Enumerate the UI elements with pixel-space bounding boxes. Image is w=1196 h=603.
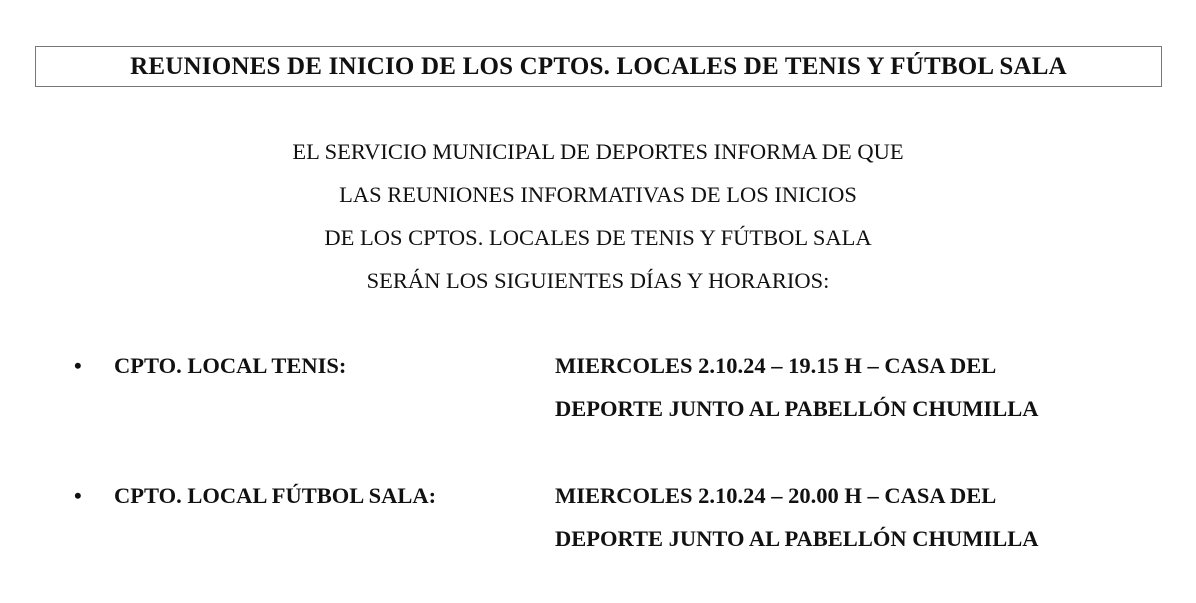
title-box [35,46,1162,87]
item-detail-line: DEPORTE JUNTO AL PABELLÓN CHUMILLA [555,526,1039,551]
intro-paragraph [0,130,1196,302]
item-detail-line: MIERCOLES 2.10.24 – 20.00 H – CASA DEL [555,483,997,508]
item-detail [555,344,1155,430]
bullet-icon: • [74,353,82,378]
bullet-icon: • [74,483,82,508]
item-detail-line: MIERCOLES 2.10.24 – 19.15 H – CASA DEL [555,353,997,378]
intro-line: DE LOS CPTOS. LOCALES DE TENIS Y FÚTBOL SALA [324,225,872,250]
intro-line: LAS REUNIONES INFORMATIVAS DE LOS INICIOS [339,182,857,207]
item-detail-line: DEPORTE JUNTO AL PABELLÓN CHUMILLA [555,396,1039,421]
intro-line: SERÁN LOS SIGUIENTES DÍAS Y HORARIOS: [366,268,830,293]
page-title: REUNIONES DE INICIO DE LOS CPTOS. LOCALES DE TENIS Y FÚTBOL SALA [130,53,1067,80]
item-label: CPTO. LOCAL FÚTBOL SALA: [114,483,437,508]
intro-line: EL SERVICIO MUNICIPAL DE DEPORTES INFORMA DE QUE [292,139,904,164]
item-label: CPTO. LOCAL TENIS: [114,353,347,378]
item-detail [555,474,1155,560]
